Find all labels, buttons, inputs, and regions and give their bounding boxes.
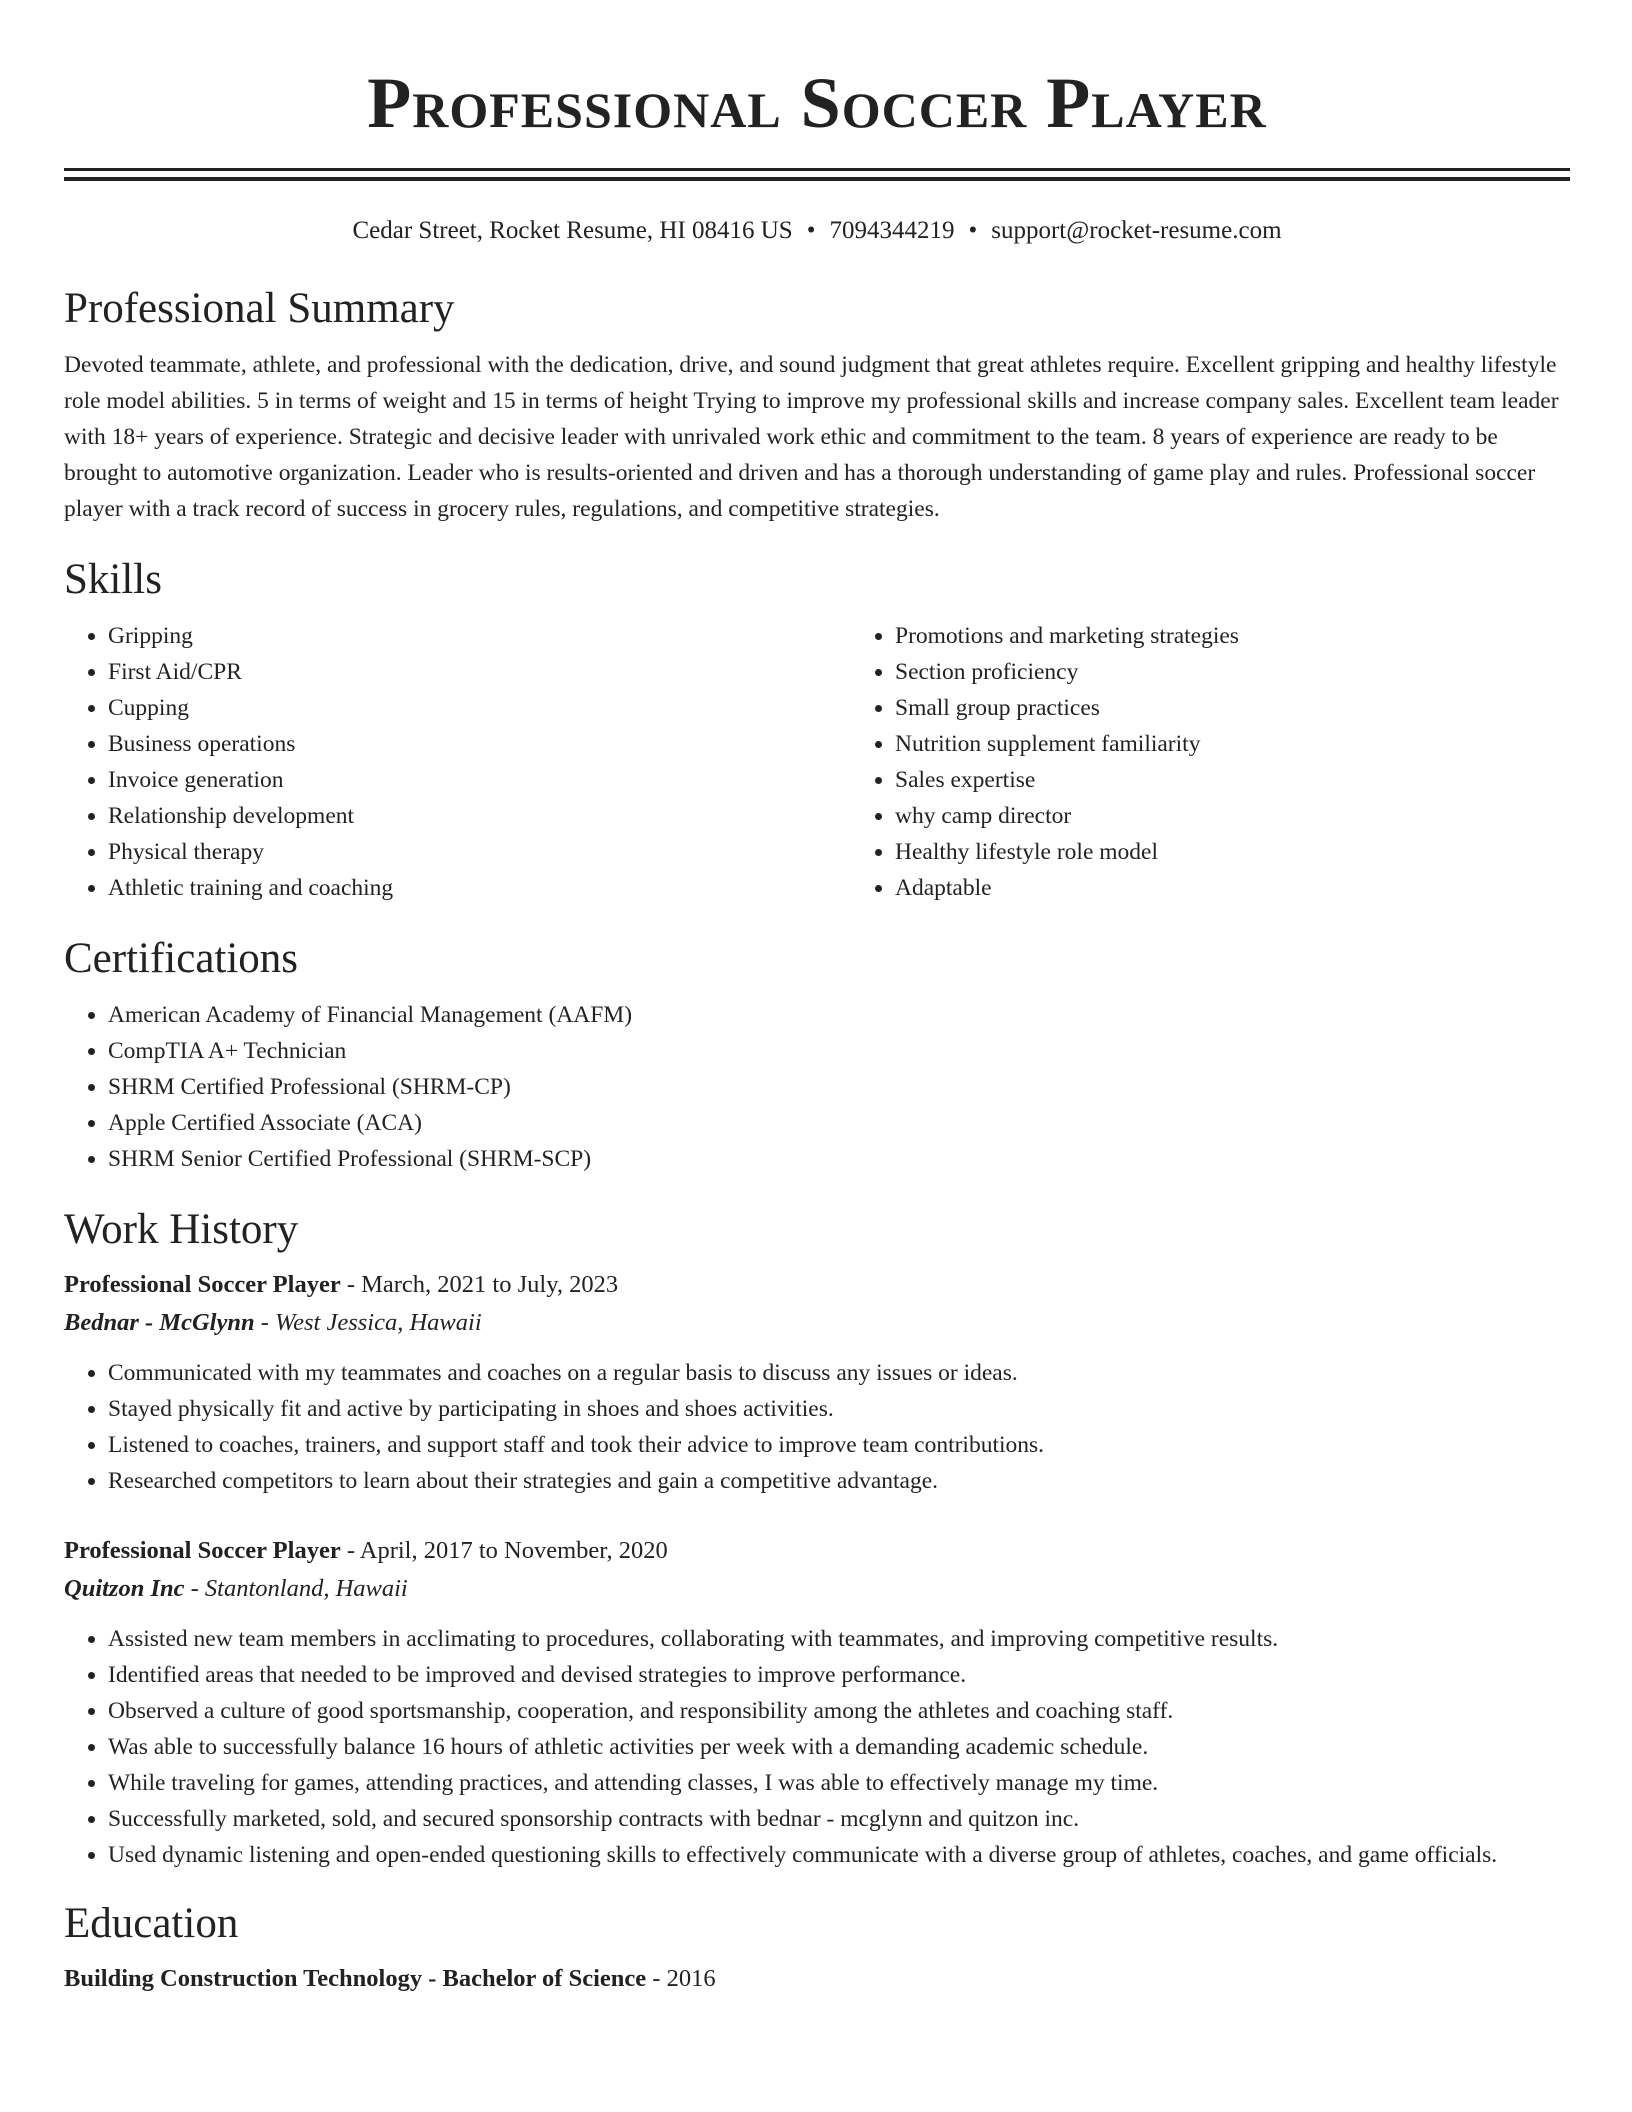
skill-item: • Physical therapy <box>108 834 851 870</box>
skill-item: • Section proficiency <box>895 654 1632 690</box>
contact-email: support@rocket-resume.com <box>991 217 1282 244</box>
certification-item: • SHRM Certified Professional (SHRM-CP) <box>108 1069 1570 1105</box>
skill-item: • Small group practices <box>895 690 1632 726</box>
work-history-heading: Work History <box>64 1206 299 1253</box>
job-company: Quitzon Inc <box>64 1575 185 1602</box>
job-bullets <box>64 1621 1570 1873</box>
job-bullet: • Stayed physically fit and active by participating in shoes and shoes activities. <box>108 1391 1570 1427</box>
resume-page <box>64 0 1570 1998</box>
summary-heading: Professional Summary <box>64 285 455 332</box>
skill-item: • Nutrition supplement familiarity <box>895 726 1632 762</box>
job-company-line <box>64 1570 1570 1608</box>
job-bullet: • Successfully marketed, sold, and secured sponsorship contracts with bednar - mcglynn and quitzon inc. <box>108 1801 1570 1837</box>
certification-item: • American Academy of Financial Management (AAFM) <box>108 997 1570 1033</box>
skills-list-right <box>851 618 1632 906</box>
job-bullets <box>64 1355 1570 1499</box>
job-title: Professional Soccer Player <box>64 1537 341 1564</box>
education-heading: Education <box>64 1900 239 1947</box>
job-bullet: • Identified areas that needed to be improved and devised strategies to improve performance. <box>108 1657 1570 1693</box>
job-bullet: • While traveling for games, attending practices, and attending classes, I was able to effectively manage my time. <box>108 1765 1570 1801</box>
skill-item: • Business operations <box>108 726 851 762</box>
job-entry <box>64 1532 1570 1873</box>
job-company: Bednar - McGlynn <box>64 1309 255 1336</box>
header-divider-bottom <box>64 177 1570 181</box>
contact-phone: 7094344219 <box>829 217 955 244</box>
job-entry <box>64 1266 1570 1499</box>
job-bullet: • Researched competitors to learn about their strategies and gain a competitive advantage. <box>108 1463 1570 1499</box>
job-dates: - April, 2017 to November, 2020 <box>340 1537 668 1564</box>
education-degree: Building Construction Technology - Bachelor of Science <box>64 1965 647 1992</box>
skill-item: • Athletic training and coaching <box>108 870 851 906</box>
skill-item: • Adaptable <box>895 870 1632 906</box>
skill-item: • Cupping <box>108 690 851 726</box>
contact-line <box>64 215 1570 247</box>
job-bullet: • Used dynamic listening and open-ended questioning skills to effectively communicate with a diverse group of athletes, coaches, and game officials. <box>108 1837 1570 1873</box>
job-bullet: • Listened to coaches, trainers, and support staff and took their advice to improve team contributions. <box>108 1427 1570 1463</box>
summary-text: Devoted teammate, athlete, and professional with the dedication, drive, and sound judgment that great athletes require. Excellent gripping and healthy lifestyle role model abilities. 5 in terms of weight and 15 in terms of height Trying to improve my professional skills and increase company sales. Excellent team leader with 18+ years of experience. Strategic and decisive leader with unrivaled work ethic and commitment to the team. 8 years of experience are ready to be brought to automotive organization. Leader who is results-oriented and driven and has a thorough understanding of game play and rules. Professional soccer player with a track record of success in grocery rules, regulations, and competitive strategies. <box>64 352 1559 522</box>
skill-item: • Gripping <box>108 618 851 654</box>
job-title: Professional Soccer Player <box>64 1271 341 1298</box>
job-bullet: • Was able to successfully balance 16 hours of athletic activities per week with a demanding academic schedule. <box>108 1729 1570 1765</box>
job-bullet: • Assisted new team members in acclimating to procedures, collaborating with teammates, and improving competitive results. <box>108 1621 1570 1657</box>
contact-address: Cedar Street, Rocket Resume, HI 08416 US <box>352 217 793 244</box>
contact-separator: • <box>806 217 816 244</box>
education-year: - 2016 <box>646 1965 716 1992</box>
job-location: - Stantonland, Hawaii <box>184 1575 408 1602</box>
job-bullet: • Communicated with my teammates and coaches on a regular basis to discuss any issues or ideas. <box>108 1355 1570 1391</box>
certification-item: • Apple Certified Associate (ACA) <box>108 1105 1570 1141</box>
contact-separator: • <box>968 217 978 244</box>
certification-item: • SHRM Senior Certified Professional (SHRM-SCP) <box>108 1141 1570 1177</box>
resume-name: Professional Soccer Player <box>367 63 1267 143</box>
job-bullet: • Observed a culture of good sportsmanship, cooperation, and responsibility among the athletes and coaching staff. <box>108 1693 1570 1729</box>
skill-item: • Invoice generation <box>108 762 851 798</box>
job-title-line <box>64 1532 1570 1570</box>
skill-item: • Sales expertise <box>895 762 1632 798</box>
job-location: - West Jessica, Hawaii <box>254 1309 482 1336</box>
certifications-list <box>64 997 1570 1177</box>
skill-item: • Relationship development <box>108 798 851 834</box>
education-entry <box>64 1960 1570 1998</box>
skill-item: • Promotions and marketing strategies <box>895 618 1632 654</box>
certifications-heading: Certifications <box>64 935 299 982</box>
job-company-line <box>64 1304 1570 1342</box>
job-title-line <box>64 1266 1570 1304</box>
job-dates: - March, 2021 to July, 2023 <box>340 1271 619 1298</box>
skill-item: • First Aid/CPR <box>108 654 851 690</box>
header-divider-top <box>64 168 1570 171</box>
skill-item: • Healthy lifestyle role model <box>895 834 1632 870</box>
skills-heading: Skills <box>64 556 162 603</box>
certification-item: • CompTIA A+ Technician <box>108 1033 1570 1069</box>
skills-list-left <box>64 618 851 906</box>
skills-columns <box>64 618 1570 906</box>
skill-item: • why camp director <box>895 798 1632 834</box>
